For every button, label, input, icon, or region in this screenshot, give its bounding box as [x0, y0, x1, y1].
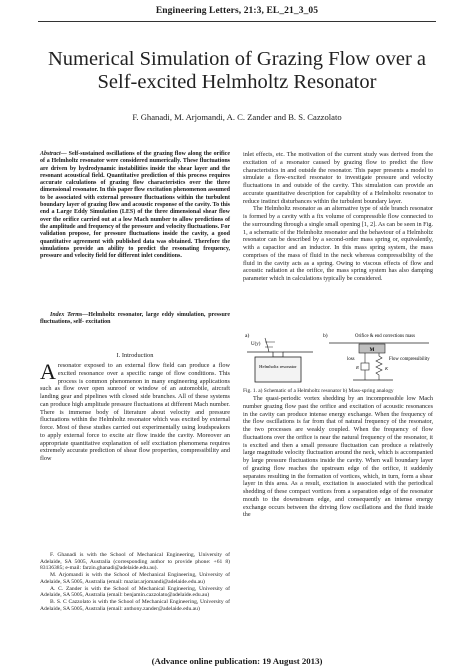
paragraph: inlet effects, etc. The motivation of the current study was derived from the excitation of a resonator caused by grazing flow to predict the flow characteristics in and outside the resonator. This paper presents a model to simulate a flow-excited resonator to investigate pressure and velocity fluctuations in and outside of the cavity. This simulation can provide an accurate quantitative description for capability of a Helmholtz resonator to reduce instinct disturbances within the turbulent boundary layer.	[243, 151, 433, 205]
velocity-profile	[265, 338, 269, 352]
paragraph: The quasi-periodic vortex shedding by an incompressible low Mach number grazing flow past the orifice and excitation of acoustic resonances in the cavity can produce intense energy exchange. When the frequency of the flow oscillations is far from that of natural frequency of the resonator, the two processes are weakly coupled. When the frequency of flow fluctuations over the orifice is near the natural frequency of the resonator, it is excited and then a small pressure fluctuation can produce a relatively large magnitude velocity fluctuation around the neck, which is accompanied by large pressure fluctuations inside the cavity. When wall boundary layer of grazing flow reaches the upstream edge of the orifice, it suddenly separates resulting in the formation of vortices, which, in turn, form a shear layer in this area. As a result, excitation is associated with the periodical shedding of these compact vortices from a separation edge of the resonator mouth to the downstream edge, and consequently an intense energy exchange occurs between the driving flow oscillations and the fluid inside the	[243, 395, 433, 519]
footnotes	[40, 552, 230, 612]
cavity-label-text: Helmholtz resonator	[259, 364, 297, 369]
abstract	[40, 151, 230, 260]
publication-footer: (Advance online publication: 19 August 2013)	[151, 656, 323, 666]
intro-text: resonator exposed to an external flow field can produce a flow excited resonance over a specific range of flow conditions. This process is common phenomenon in many engineering applications such as flow over open sunroof or window of an automobile, aircraft landing gear and pipelines with closed side branches. All of these systems can produce high amplitude pressure fluctuations at different Mach number. There is immense body of literature about velocity and pressure fluctuations within the Helmholtz resonator which was excited by external force. Most of these studies carried out experimentally using loudspeakers to apply external force to excite air flow inside the cavity. Moreover an appropriate quantitative explanation of self excitation phenomena requires extremely accurate prediction of shear flow properties, compressibility and flow	[40, 362, 230, 462]
abstract-lead: Abstract	[40, 151, 61, 157]
figure-1	[243, 330, 433, 386]
mass-label: M	[369, 348, 375, 353]
right-column-bottom	[243, 395, 433, 519]
section-heading: I. Introduction	[116, 352, 154, 359]
cavity-label	[259, 364, 297, 369]
index-terms	[40, 312, 230, 327]
drop-cap: A	[40, 359, 56, 384]
velocity-label: U(y)	[251, 342, 261, 347]
figure-label-b: b)	[323, 333, 328, 339]
figure-caption: Fig. 1. a) Schematic of a Helmholtz resonator b) Mass-spring analogy	[243, 388, 394, 394]
author-list: F. Ghanadi, M. Arjomandi, A. C. Zander and B. S. Cazzolato	[132, 112, 342, 122]
spring-label: K	[385, 366, 389, 371]
resonator-cavity	[255, 357, 301, 382]
damper-label: R	[356, 365, 359, 370]
paragraph: The Helmholtz resonator as an alternative type of side branch resonator is formed by a cavity with a fix volume of compressible flow connected to the surrounding through a single small opening [1, 2]. As can be seen in Fig. 1, a schematic of the Helmholtz resonator and the behaviour of a Helmholtz resonator can be described by a second-order mass spring or, equivalently, with a capacitor and an inductor. In this mass spring system, the mass comprises of the mass of fluid in the neck whereas compressibility of the fluid in the cavity acts as a spring. Owing to viscous effects of flow and acoustic radiation at the orifice, the mass spring system has also damping parameter which in calculations typically be considered.	[243, 205, 433, 282]
loss-label: loss	[347, 357, 355, 362]
resonator-neck	[273, 352, 283, 357]
header-rule	[38, 21, 436, 22]
spring	[376, 353, 382, 380]
right-column-top	[243, 151, 433, 283]
footnote: A. C. Zander is with the School of Mechanical Engineering, University of Adelaide, SA 5005, Australia (email: benjamin.cazzolato@adelaide.edu.au)	[40, 585, 230, 599]
running-header: Engineering Letters, 21:3, EL_21_3_05	[155, 6, 319, 16]
orifice-label: Orifice & end corrections mass	[355, 334, 415, 339]
intro-paragraph	[40, 359, 230, 463]
compressibility-label: Flow compressibility	[389, 357, 430, 362]
footnote: B. S. C Cazzolato is with the School of Mechanical Engineering, University of Adelaide, SA 5005, Australia (email: anthony.zander@adelaide.edu.au)	[40, 598, 230, 612]
footnote: F. Ghanadi is with the School of Mechanical Engineering, University of Adelaide, SA 5005, Australia (corresponding author to provide phone: +61 8) 83136385; e-mail: farzin.ghanadi@adelaide.edu.au).	[40, 552, 230, 572]
abstract-text: — Self-sustained oscillations of the grazing flow along the orifice of a Helmholtz resonator were considered numerically. These fluctuations are driven by hydrodynamic instabilities inside the shear layer and the resonant acoustical field. Quantitative prediction of this process requires accurate calculations of grazing flow characteristics over the three dimensional resonator. In this paper flow excitation phenomenon assumed to be associated with external pressure fluctuations within the turbulent boundary layer of grazing flow and acoustic response of the cavity. To this end a Large Eddy Simulation (LES) of the three dimensional shear flow over the orifice carried out at a low Mach number to allow predictions of the amplitude and frequency of the pressure and velocity fluctuations. For validation propose, for pressure fluctuations inside the cavity, a good quantitative agreement with published data was obtained. Therefore the simulations provide an ability to predict the resonating frequency, pressure and velocity field for different inlet conditions.	[40, 151, 230, 260]
footnote: M. Arjomandi is with the School of Mechanical Engineering, University of Adelaide, SA 5005, Australia (email: maziar.arjomandi@adelaide.edu.au)	[40, 572, 230, 585]
damper-body	[361, 363, 369, 370]
figure-label-a: a)	[245, 333, 250, 339]
paper-title: Numerical Simulation of Grazing Flow over a Self-excited Helmholtz Resonator	[47, 48, 427, 93]
index-terms-text: —Helmholtz resonator, large eddy simulation, pressure fluctuations, self- excitation	[40, 312, 230, 326]
index-terms-lead: Index Terms	[50, 312, 83, 318]
